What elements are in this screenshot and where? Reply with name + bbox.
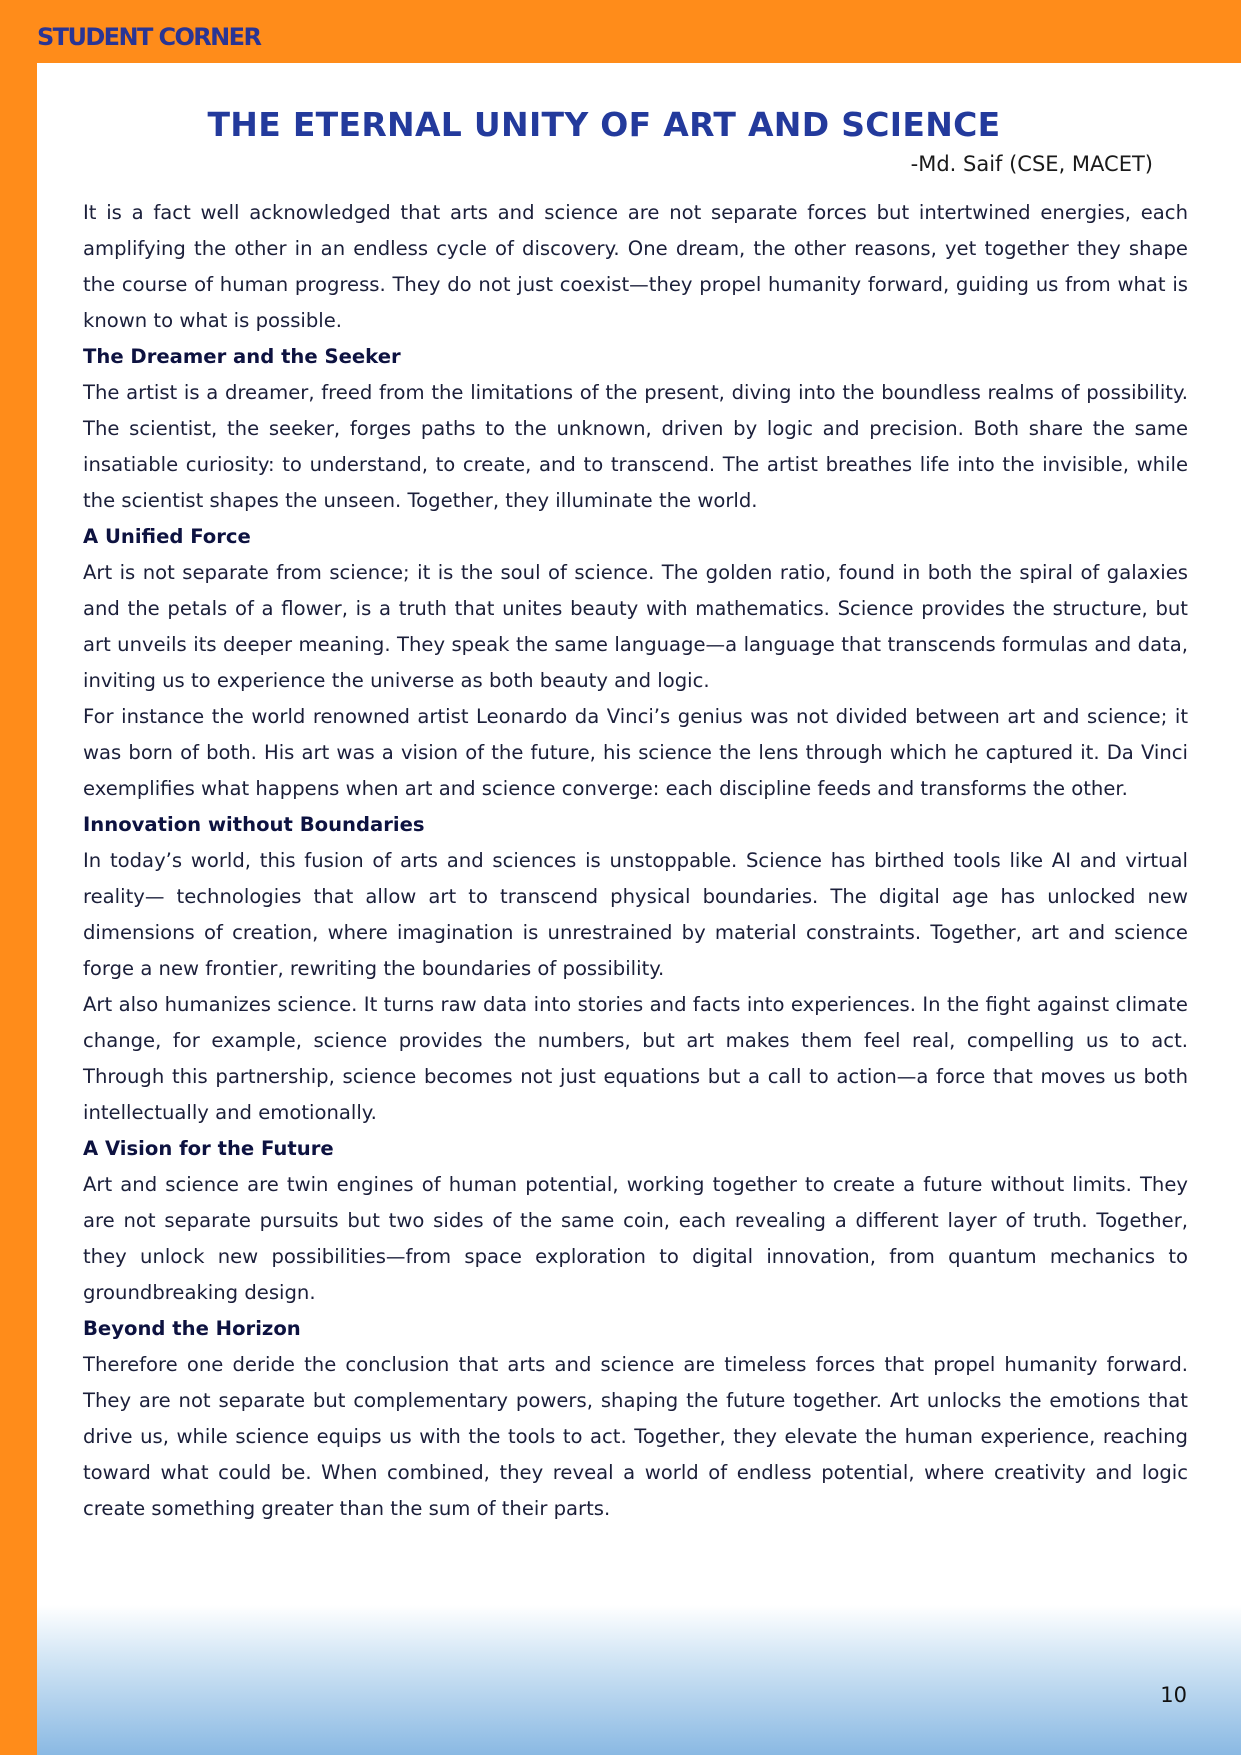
paragraph-innovation-1: In today’s world, this fusion of arts and sciences is unstoppable. Science has birthed tools like AI and virtual reality— technologies that allow art to transcend physical boundaries. The digital age has unlocked new dimensions of creation, where imagination is unrestrained by material constraints. Together, art and science forge a new frontier, rewriting the boundaries of possibility.	[83, 849, 1188, 980]
page-number: 10	[1160, 1683, 1187, 1707]
section-label: STUDENT CORNER	[37, 23, 261, 51]
article-byline: -Md. Saif (CSE, MACET)	[910, 152, 1153, 176]
left-accent-bar	[0, 0, 37, 1755]
section-heading-dreamer-seeker: The Dreamer and the Seeker	[83, 345, 401, 368]
paragraph-dreamer-seeker: The artist is a dreamer, freed from the limitations of the present, diving into the boundless realms of possibility. The scientist, the seeker, forges paths to the unknown, driven by logic and precision. Both share the same insatiable curiosity: to understand, to create, and to transcend. The artist breathes life into the invisible, while the scientist shapes the unseen. Together, they illuminate the world.	[83, 381, 1188, 512]
intro-paragraph: It is a fact well acknowledged that arts and science are not separate forces but intertwined energies, each amplifying the other in an endless cycle of discovery. One dream, the other reasons, yet together they shape the course of human progress. They do not just coexist—they propel humanity forward, guiding us from what is known to what is possible.	[83, 201, 1188, 332]
article-body	[83, 195, 1188, 1527]
section-heading-innovation: Innovation without Boundaries	[83, 813, 425, 836]
paragraph-horizon: Therefore one deride the conclusion that arts and science are timeless forces that propel humanity forward. They are not separate but complementary powers, shaping the future together. Art unlocks the emotions that drive us, while science equips us with the tools to act. Together, they elevate the human experience, reaching toward what could be. When combined, they reveal a world of endless potential, where creativity and logic create something greater than the sum of their parts.	[83, 1353, 1188, 1520]
article-title: THE ETERNAL UNITY OF ART AND SCIENCE	[207, 105, 1001, 144]
section-heading-horizon: Beyond the Horizon	[83, 1317, 301, 1340]
paragraph-unified-force-2: For instance the world renowned artist Leonardo da Vinci’s genius was not divided between art and science; it was born of both. His art was a vision of the future, his science the lens through which he captured it. Da Vinci exemplifies what happens when art and science converge: each discipline feeds and transforms the other.	[83, 705, 1188, 800]
section-heading-vision: A Vision for the Future	[83, 1137, 334, 1160]
footer-gradient	[37, 1605, 1241, 1755]
paragraph-innovation-2: Art also humanizes science. It turns raw data into stories and facts into experiences. In the fight against climate change, for example, science provides the numbers, but art makes them feel real, compelling us to act. Through this partnership, science becomes not just equations but a call to action—a force that moves us both intellectually and emotionally.	[83, 993, 1188, 1124]
paragraph-unified-force-1: Art is not separate from science; it is the soul of science. The golden ratio, found in both the spiral of galaxies and the petals of a flower, is a truth that unites beauty with mathematics. Science provides the structure, but art unveils its deeper meaning. They speak the same language—a language that transcends formulas and data, inviting us to experience the universe as both beauty and logic.	[83, 561, 1188, 692]
paragraph-vision: Art and science are twin engines of human potential, working together to create a future without limits. They are not separate pursuits but two sides of the same coin, each revealing a different layer of truth. Together, they unlock new possibilities—from space exploration to digital innovation, from quantum mechanics to groundbreaking design.	[83, 1173, 1188, 1304]
section-heading-unified-force: A Unified Force	[83, 525, 251, 548]
